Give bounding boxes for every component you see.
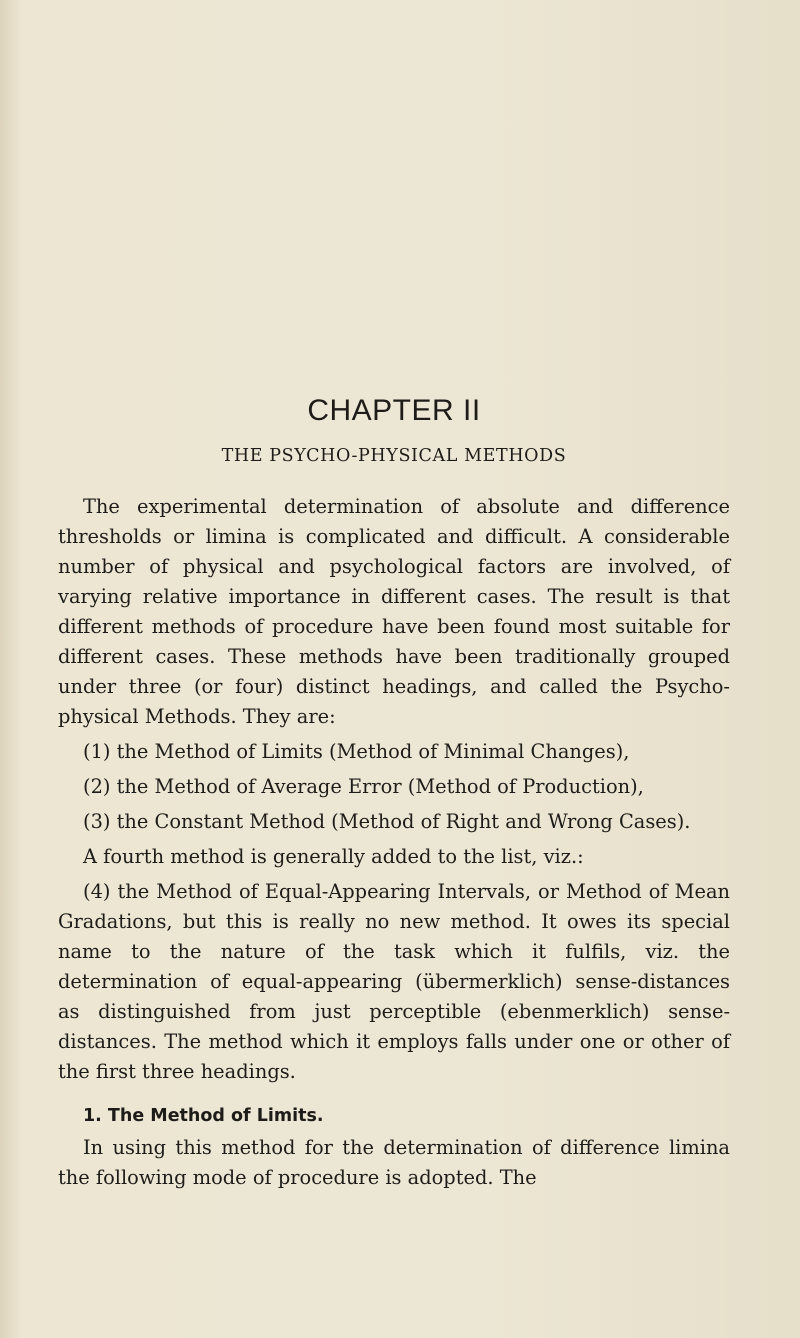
page-text: [58, 396, 730, 1198]
method-3-item: (3) the Constant Method (Method of Right and Wrong Cases).: [83, 809, 691, 833]
chapter-heading: CHAPTER II: [307, 394, 481, 427]
method-2-item: (2) the Method of Average Error (Method of Production),: [83, 774, 644, 798]
method-4-paragraph: (4) the Method of Equal-Appearing Intervals, or Method of Mean Gradations, but this is really no new method. It owes its special name to the nature of the task which it fulfils, viz. the determination of equal-appearing (übermerklich) sense-distances as distinguished from just perceptible (ebenmerklich) sense-distances. The method which it employs falls under one or other of the first three headings.: [58, 879, 730, 1083]
section-paragraph: In using this method for the determination of difference limina the following mode of procedure is adopted. The: [58, 1135, 730, 1189]
fourth-method-intro: A fourth method is generally added to the list, viz.:: [83, 844, 584, 868]
section-heading: 1. The Method of Limits.: [83, 1105, 324, 1126]
method-1-item: (1) the Method of Limits (Method of Minimal Changes),: [83, 739, 630, 763]
intro-paragraph: The experimental determination of absolute and difference thresholds or limina is complicated and difficult. A considerable number of physical and psychological factors are involved, of varying relative importance in different cases. The result is that different methods of procedure have been found most suitable for different cases. These methods have been traditionally grouped under three (or four) distinct headings, and called the Psycho-physical Methods. They are:: [58, 494, 730, 728]
chapter-title: THE PSYCHO-PHYSICAL METHODS: [221, 446, 567, 466]
